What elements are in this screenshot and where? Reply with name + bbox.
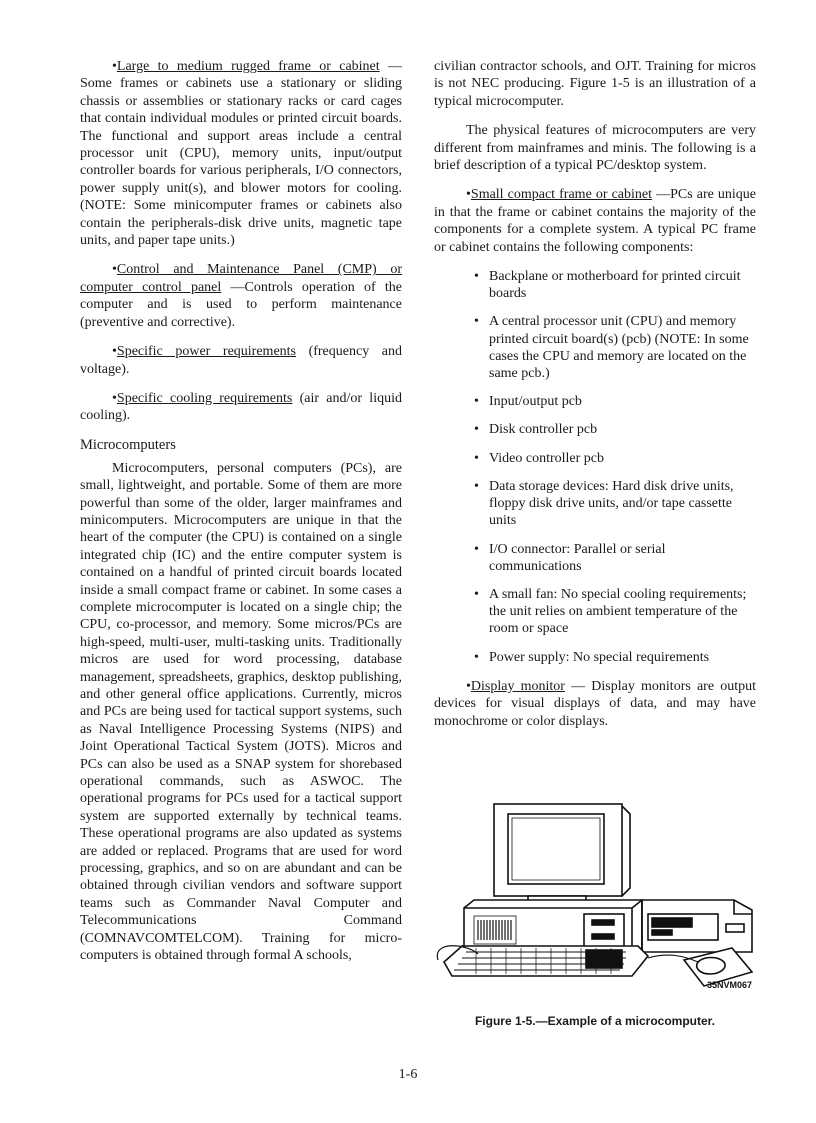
- paragraph-compact-frame: [434, 186, 756, 256]
- list-item: • Video controller pcb: [474, 450, 756, 467]
- mouse: [697, 958, 725, 975]
- drive-bay: [584, 914, 624, 948]
- paragraph-cmp: [80, 261, 402, 331]
- monitor-screen: [508, 814, 604, 884]
- paragraph-display-monitor: [434, 678, 756, 730]
- term-compact-frame: Small compact frame or cabinet: [470, 187, 653, 203]
- figure-caption: Figure 1-5.—Example of a microcomputer.: [474, 1014, 716, 1028]
- left-column: [80, 58, 402, 977]
- microcomputer-illustration: [436, 800, 758, 992]
- text-power: (frequency and voltage).: [80, 344, 402, 377]
- text-cmp: —Controls operation of the computer and is used to perform maintenance (preventive and corrective).: [80, 279, 402, 330]
- list-item: • Power supply: No special requirements: [474, 649, 756, 666]
- page-number: 1-6: [398, 1067, 418, 1082]
- text-display-monitor: — Display monitors are output devices for visual displays of data, and may have monochrome or color displays.: [434, 678, 757, 729]
- figure-id-label: 35NVM067: [706, 980, 752, 990]
- term-display-monitor: Display monitor: [470, 678, 565, 694]
- paragraph-physical-features: The physical features of microcomputers are very different from mainframes and minis. The following is a brief description of a typical PC/desktop system.: [434, 123, 756, 174]
- paragraph-cooling: [80, 390, 402, 425]
- term-cooling: Specific cooling requirements: [116, 390, 293, 406]
- list-item: • A central processor unit (CPU) and memory printed circuit board(s) (pcb) (NOTE: In some cases the CPU and memory are located on the same pcb.): [474, 313, 756, 382]
- paragraph-training: civilian contractor schools, and OJT. Training for micros is not NEC producing. Figure 1-5 is an illustration of a typical microcomputer.: [434, 59, 756, 109]
- bullet: •: [112, 262, 117, 278]
- text-rugged-frame: — Some frames or cabinets use a stationary or sliding chassis or assemblies or stationary racks or card cages that contain individual modules or printed circuit boards. The functional and support areas include a central processor unit (CPU), memory units, input/output controller boards for various peripherals, I/O connectors, power supply unit(s), and blower motors for cooling. (NOTE: Some minicomputer frames or cabinets also contain the peripherals-disk drive units, magnetic tape units, and paper tape units.): [80, 59, 403, 249]
- text-compact-frame: —PCs are unique in that the frame or cabinet contains the majority of the components for a complete system. A typical PC frame or cabinet contains the following components:: [434, 187, 756, 255]
- bullet: •: [466, 678, 471, 694]
- text-cooling: (air and/or liquid cooling).: [80, 390, 402, 424]
- paragraph-microcomputers: Microcomputers, personal computers (PCs), are small, lightweight, and portable. Some of them are more powerful than some of the older, larger mainframes and minicomputers. Microcomputers are unique in that the heart of the computer (the CPU) is contained on a single integrated chip (IC) and the entire computer system is contained on a handful of printed circuit boards located inside a small compact frame or cabinet. In some cases a complete microcomputer is located on a single chip; the CPU, co-processor, and memory. Some micros/PCs are high-speed, multi-user, multi-tasking units. Traditionally micros are used for word processing, database management, spreadsheets, graphics, desktop publishing, and other general office applications. Currently, micros and PCs are being used for tactical support systems, such as Naval Intelligence Processing Systems (NIPS) and Joint Operational Tactical System (JOTS). Micros and PCs can also be used as a SNAP system for shorebased operational commands, such as ASWOC. The operational programs for PCs used for a tactical support system are supported externally by technical teams. These operational programs are also updated as systems are added or replaced. Programs that are used for word processing, graphics, and so on are abundant and can be obtained through civilian vendors and software support teams such as Commander Naval Computer and Telecommunications Command (COMNAVCOMTELCOM). Training for micro-computers is obtained through formal A schools,: [80, 460, 402, 964]
- list-item: • Disk controller pcb: [474, 421, 756, 438]
- right-column: [434, 58, 756, 742]
- term-rugged-frame: Large to medium rugged frame or cabinet: [116, 59, 380, 74]
- bullet: •: [112, 59, 117, 74]
- bullet: •: [112, 344, 117, 360]
- component-list: [434, 268, 756, 666]
- paragraph-power: [80, 343, 402, 378]
- list-item: • Data storage devices: Hard disk drive units, floppy disk drive units, and/or tape cassette units: [474, 478, 756, 530]
- microcomputer-drawing: [436, 800, 758, 992]
- list-item: • Backplane or motherboard for printed circuit boards: [474, 268, 756, 302]
- list-item: • A small fan: No special cooling requirements; the unit relies on ambient temperature of the room or space: [474, 586, 756, 638]
- paragraph-rugged-frame: [80, 58, 402, 249]
- bullet: •: [112, 390, 117, 406]
- bullet: •: [466, 187, 471, 203]
- section-heading: Microcomputers: [80, 436, 176, 453]
- list-item: • Input/output pcb: [474, 393, 756, 410]
- term-power: Specific power requirements: [116, 344, 296, 360]
- list-item: • I/O connector: Parallel or serial communications: [474, 541, 756, 575]
- term-cmp: Control and Maintenance Panel (CMP) or computer control panel: [80, 262, 402, 295]
